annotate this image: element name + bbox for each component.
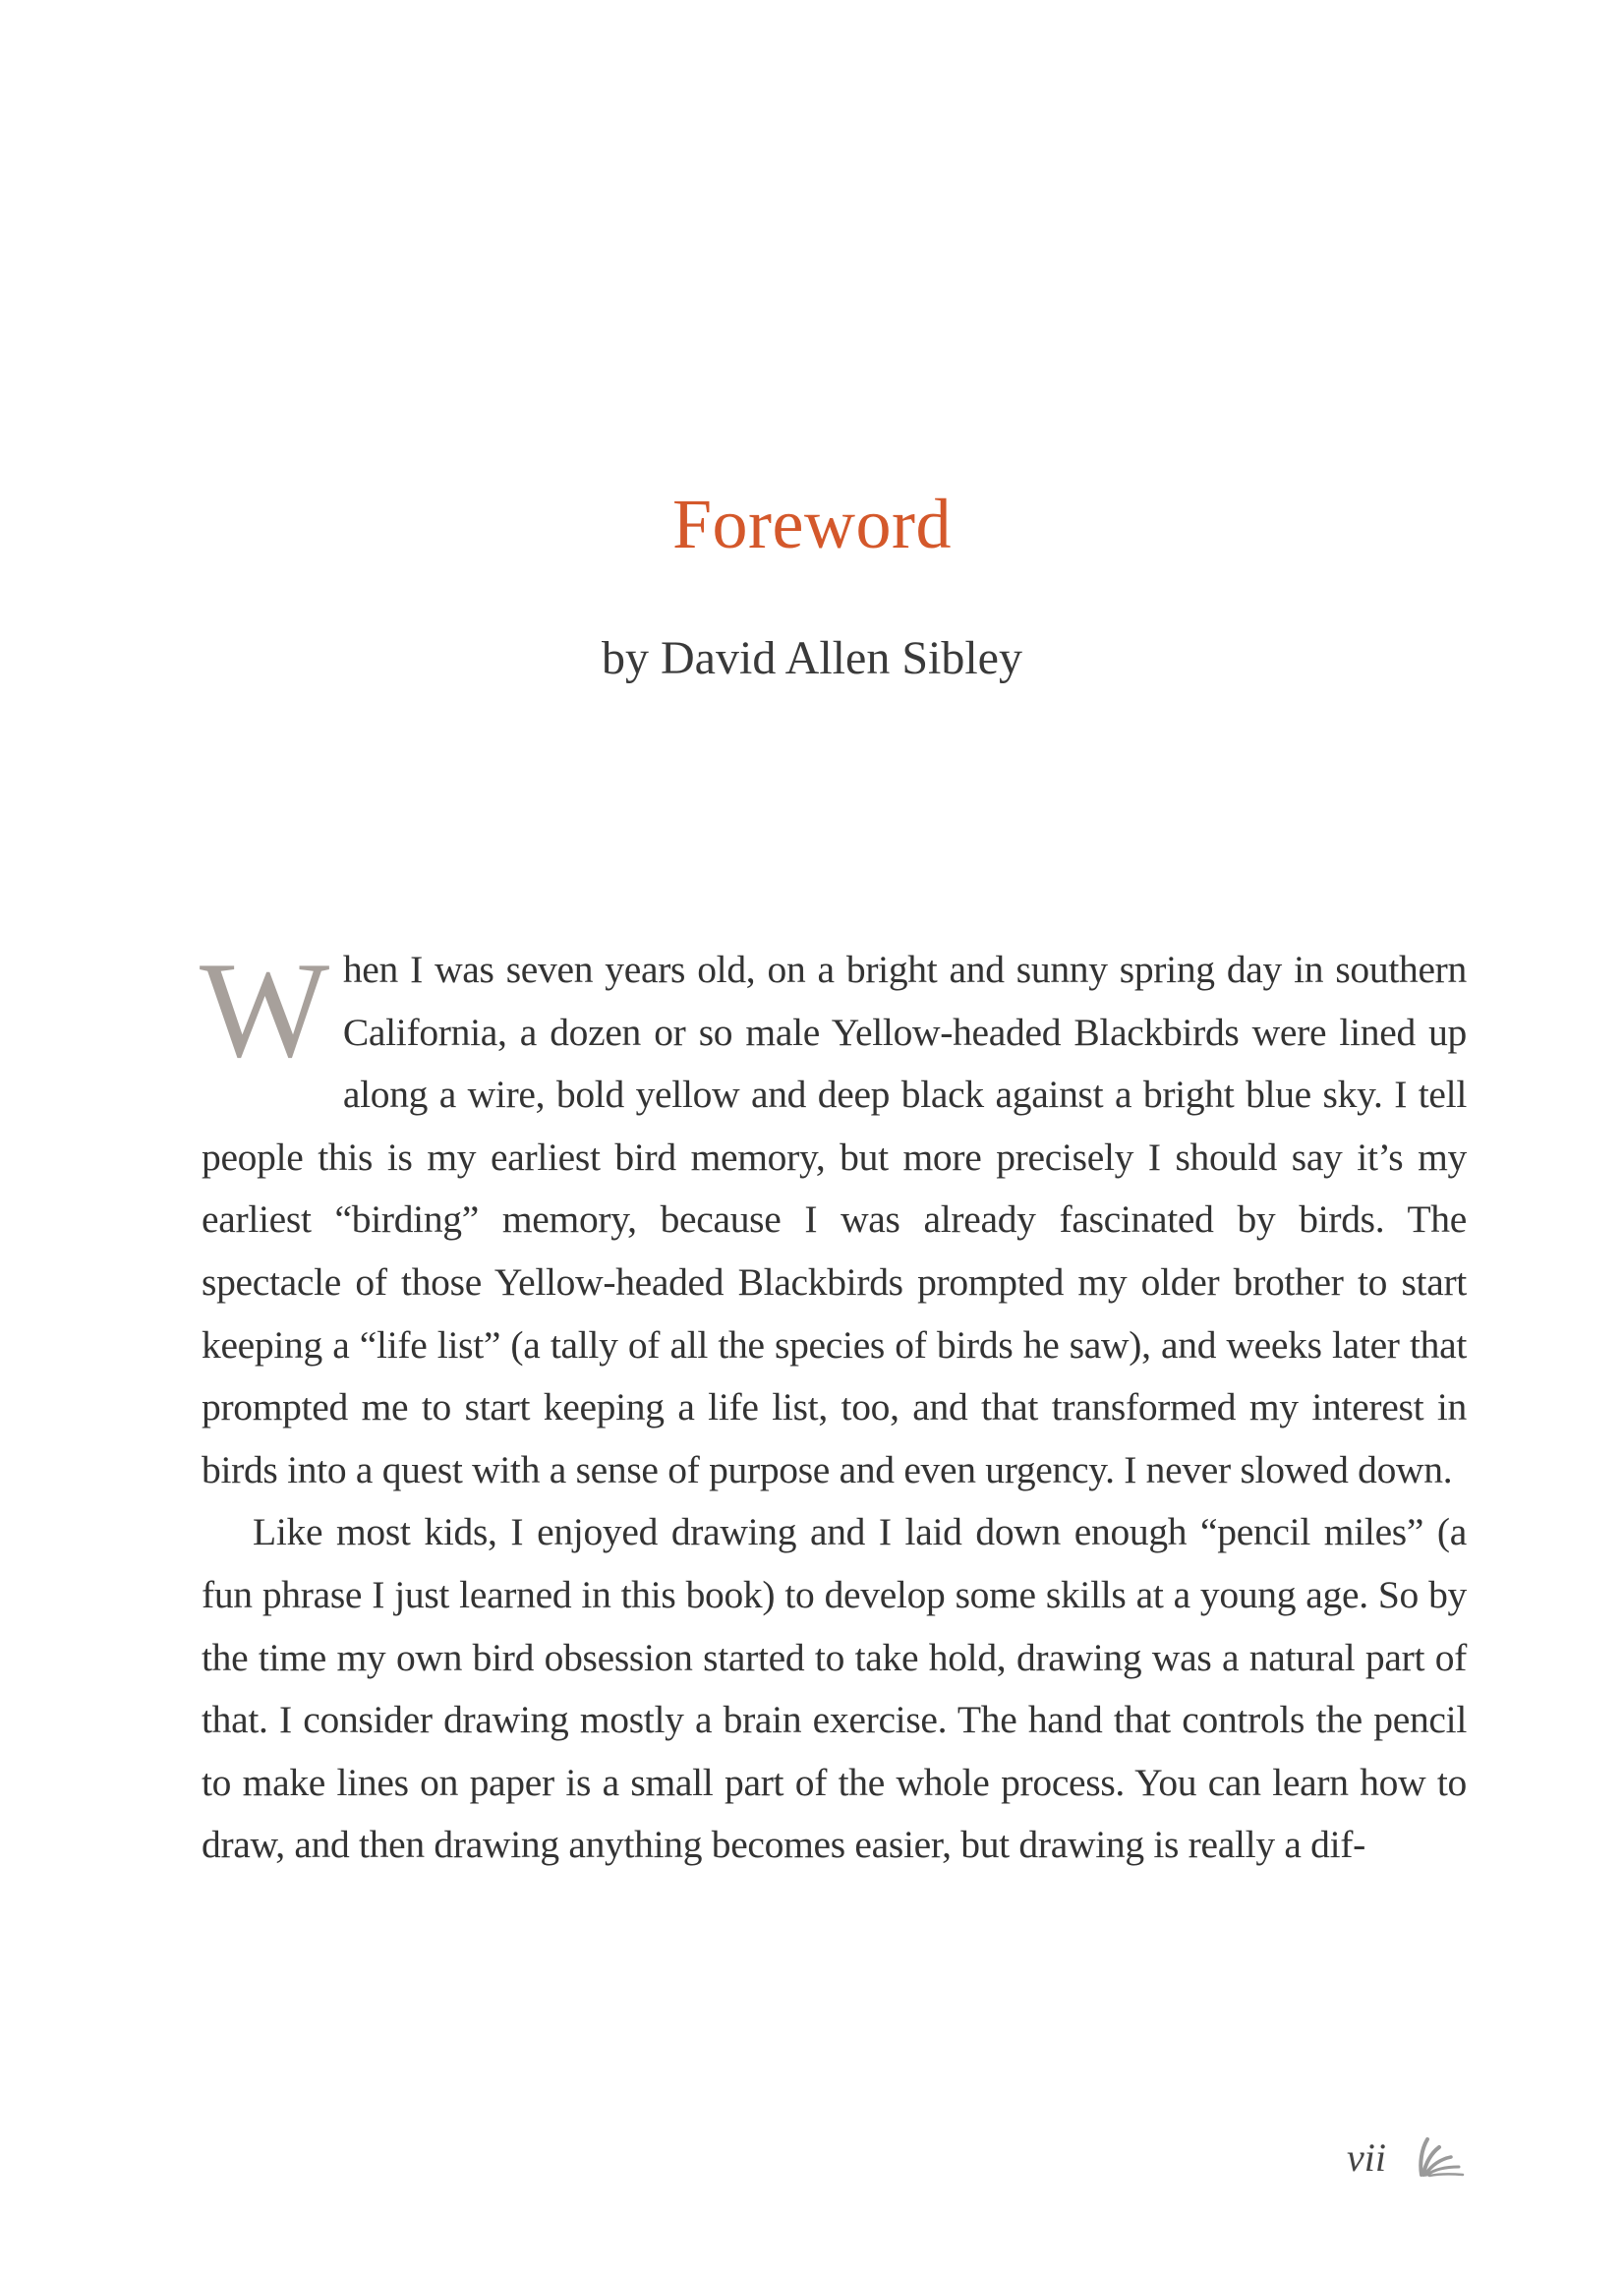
body-text	[200, 934, 1467, 1877]
drop-cap: W	[200, 934, 329, 1086]
fan-ornament-icon	[1416, 2135, 1467, 2179]
paragraph-1-text: hen I was seven years old, on a bright and sunny spring day in southern California, a dozen or so male Yellow-headed Blackbirds were lined up along a wire, bold yellow and deep black against a bright blue sky. I tell people this is my earliest bird memory, but more precisely I should say it’s my earliest “birding” memory, because I was already fascinated by birds. The spectacle of those Yellow-headed Blackbirds prompted my older brother to start keeping a “life list” (a tally of all the species of birds he saw), and weeks later that prompted me to start keeping a life list, too, and that transformed my interest in birds into a quest with a sense of purpose and even urgency. I never slowed down.	[202, 948, 1467, 1491]
chapter-byline: by David Allen Sibley	[602, 632, 1022, 684]
paragraph-1	[200, 934, 1467, 1501]
paragraph-2-text: Like most kids, I enjoyed drawing and I laid down enough “pencil miles” (a fun phrase I just learned in this book) to develop some skills at a young age. So by the time my own bird obsession started to take hold, drawing was a natural part of that. I consider drawing mostly a brain exercise. The hand that controls the pencil to make lines on paper is a small part of the whole process. You can learn how to draw, and then drawing anything becomes easier, but drawing is really a dif-	[202, 1510, 1467, 1867]
chapter-title: Foreword	[672, 485, 952, 563]
page-number: vii	[1347, 2135, 1386, 2180]
paragraph-2	[202, 1501, 1467, 1877]
